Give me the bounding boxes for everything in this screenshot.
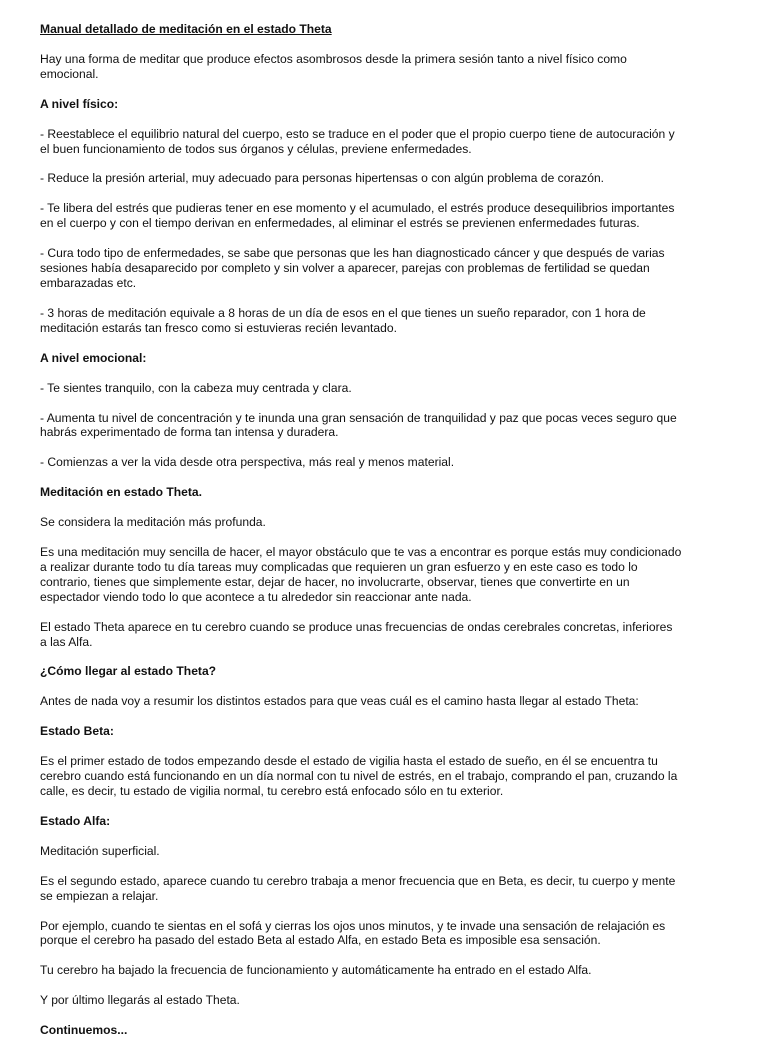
text-line: emocional.	[40, 66, 99, 81]
section-heading	[40, 664, 728, 679]
text-line: Estado Alfa:	[40, 813, 111, 828]
paragraph	[40, 993, 728, 1008]
text-line: habrás experimentado de forma tan intensa y duradera.	[40, 425, 339, 440]
paragraph	[40, 455, 728, 470]
text-line: contrario, tienes que simplemente estar, dejar de hacer, no involucrarte, observar, tienes que convertirte en un	[40, 574, 630, 589]
section-heading	[40, 1023, 728, 1038]
text-line: - Cura todo tipo de enfermedades, se sabe que personas que les han diagnosticado cáncer y que después de varias	[40, 246, 665, 261]
text-line: - Aumenta tu nivel de concentración y te inunda una gran sensación de tranquilidad y paz que pocas veces seguro que	[40, 410, 677, 425]
paragraph	[40, 381, 728, 396]
text-line: - Comienzas a ver la vida desde otra perspectiva, más real y menos material.	[40, 455, 455, 470]
text-line: ¿Cómo llegar al estado Theta?	[40, 664, 217, 679]
document-title: Manual detallado de meditación en el estado Theta	[40, 22, 332, 36]
paragraph	[40, 919, 728, 949]
paragraph	[40, 694, 728, 709]
text-line: Es el primer estado de todos empezando desde el estado de vigilia hasta el estado de sueño, en él se encuentra tu	[40, 754, 658, 769]
text-line: - 3 horas de meditación equivale a 8 horas de un día de esos en el que tienes un sueño reparador, con 1 hora de	[40, 305, 646, 320]
text-line: Estado Beta:	[40, 724, 114, 739]
text-line: el buen funcionamiento de todos sus órganos y células, previene enfermedades.	[40, 141, 472, 156]
text-line: A nivel físico:	[40, 96, 119, 111]
text-line: Se considera la meditación más profunda.	[40, 515, 266, 530]
text-line: sesiones había desaparecido por completo y sin volver a aparecer, parejas con problemas de fertilidad se quedan	[40, 261, 650, 276]
paragraph	[40, 52, 728, 82]
text-line: espectador viendo todo lo que acontece a tu alrededor sin reaccionar ante nada.	[40, 589, 472, 604]
section-heading	[40, 724, 728, 739]
text-line: Continuemos...	[40, 1023, 128, 1038]
section-heading	[40, 97, 728, 112]
section-heading	[40, 485, 728, 500]
text-line: Meditación superficial.	[40, 843, 160, 858]
document-body	[40, 52, 728, 1038]
paragraph	[40, 874, 728, 904]
text-line: embarazadas etc.	[40, 275, 137, 290]
text-line: Y por último llegarás al estado Theta.	[40, 993, 240, 1008]
paragraph	[40, 620, 728, 650]
text-line: en el cuerpo y con el tiempo derivan en enfermedades, al eliminar el estrés se previenen enfermedades futuras.	[40, 216, 640, 231]
text-line: Meditación en estado Theta.	[40, 485, 202, 500]
paragraph	[40, 844, 728, 859]
paragraph	[40, 171, 728, 186]
paragraph	[40, 127, 728, 157]
text-line: Es el segundo estado, aparece cuando tu cerebro trabaja a menor frecuencia que en Beta, es decir, tu cuerpo y mente	[40, 873, 676, 888]
text-line: A nivel emocional:	[40, 350, 147, 365]
text-line: - Reduce la presión arterial, muy adecuado para personas hipertensas o con algún problema de corazón.	[40, 171, 605, 186]
text-line: calle, es decir, tu estado de vigilia normal, tu cerebro está enfocado sólo en tu exterior.	[40, 784, 504, 798]
text-line: porque el cerebro ha pasado del estado Beta al estado Alfa, en estado Beta es imposible esa sensación.	[40, 933, 601, 948]
text-line: meditación estarás tan fresco como si estuvieras recién levantado.	[40, 320, 397, 335]
paragraph	[40, 201, 728, 231]
text-line: cerebro cuando está funcionando en un día normal con tu nivel de estrés, en el trabajo, comprando el pan, cruzando la	[40, 769, 678, 784]
paragraph	[40, 411, 728, 441]
text-line: a las Alfa.	[40, 634, 93, 649]
text-line: El estado Theta aparece en tu cerebro cuando se produce unas frecuencias de ondas cerebrales concretas, inferiores	[40, 619, 673, 634]
text-line: - Te sientes tranquilo, con la cabeza muy centrada y clara.	[40, 380, 352, 395]
paragraph	[40, 515, 728, 530]
text-line: se empiezan a relajar.	[40, 888, 159, 903]
text-line: Tu cerebro ha bajado la frecuencia de funcionamiento y automáticamente ha entrado en el estado Alfa.	[40, 963, 592, 978]
paragraph	[40, 246, 728, 291]
section-heading	[40, 351, 728, 366]
paragraph	[40, 306, 728, 336]
text-line: Hay una forma de meditar que produce efectos asombrosos desde la primera sesión tanto a nivel físico como	[40, 51, 627, 66]
text-line: - Te libera del estrés que pudieras tener en ese momento y el acumulado, el estrés produce desequilibrios importantes	[40, 201, 675, 216]
text-line: Antes de nada voy a resumir los distintos estados para que veas cuál es el camino hasta llegar al estado Theta:	[40, 694, 639, 709]
paragraph	[40, 754, 728, 799]
text-line: Por ejemplo, cuando te sientas en el sofá y cierras los ojos unos minutos, y te invade una sensación de relajación es	[40, 918, 666, 933]
paragraph	[40, 545, 728, 605]
paragraph	[40, 963, 728, 978]
text-line: Es una meditación muy sencilla de hacer, el mayor obstáculo que te vas a encontrar es porque estás muy condicionado	[40, 545, 682, 560]
text-line: - Reestablece el equilibrio natural del cuerpo, esto se traduce en el poder que el propio cuerpo tiene de autocuración y	[40, 126, 675, 141]
text-line: a realizar durante todo tu día tareas muy complicadas que requieren un gran esfuerzo y en este caso es todo lo	[40, 559, 638, 574]
section-heading	[40, 814, 728, 829]
